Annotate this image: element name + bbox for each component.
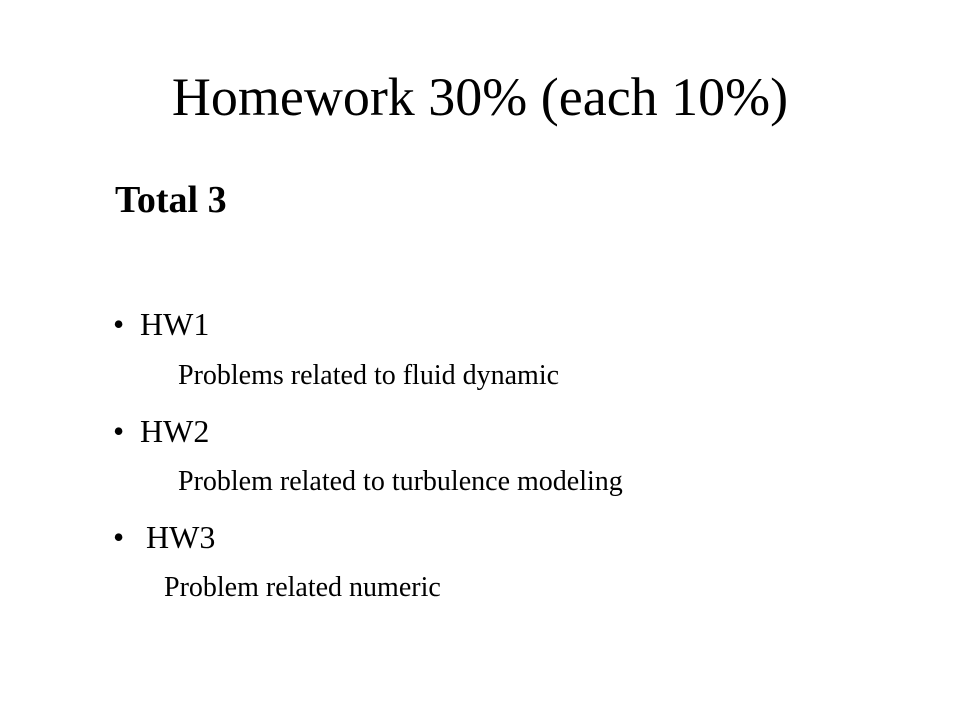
bullet-description-hw1: Problems related to fluid dynamic xyxy=(178,360,560,391)
bullet-item-hw3 xyxy=(0,518,960,558)
bullet-item-hw2 xyxy=(0,412,960,452)
bullet-icon: • xyxy=(113,413,125,449)
slide-title: Homework 30% (each 10%) xyxy=(171,67,789,127)
bullet-icon: • xyxy=(113,519,125,555)
bullet-description-hw2: Problem related to turbulence modeling xyxy=(178,466,623,497)
bullet-label-hw1: HW1 xyxy=(140,306,210,342)
slide-subtitle: Total 3 xyxy=(115,179,227,221)
bullet-label-hw2: HW2 xyxy=(140,413,210,449)
bullet-description-hw3: Problem related numeric xyxy=(164,572,441,603)
bullet-item-hw1 xyxy=(0,305,960,345)
bullet-label-hw3: HW3 xyxy=(146,519,216,555)
bullet-icon: • xyxy=(113,306,125,342)
